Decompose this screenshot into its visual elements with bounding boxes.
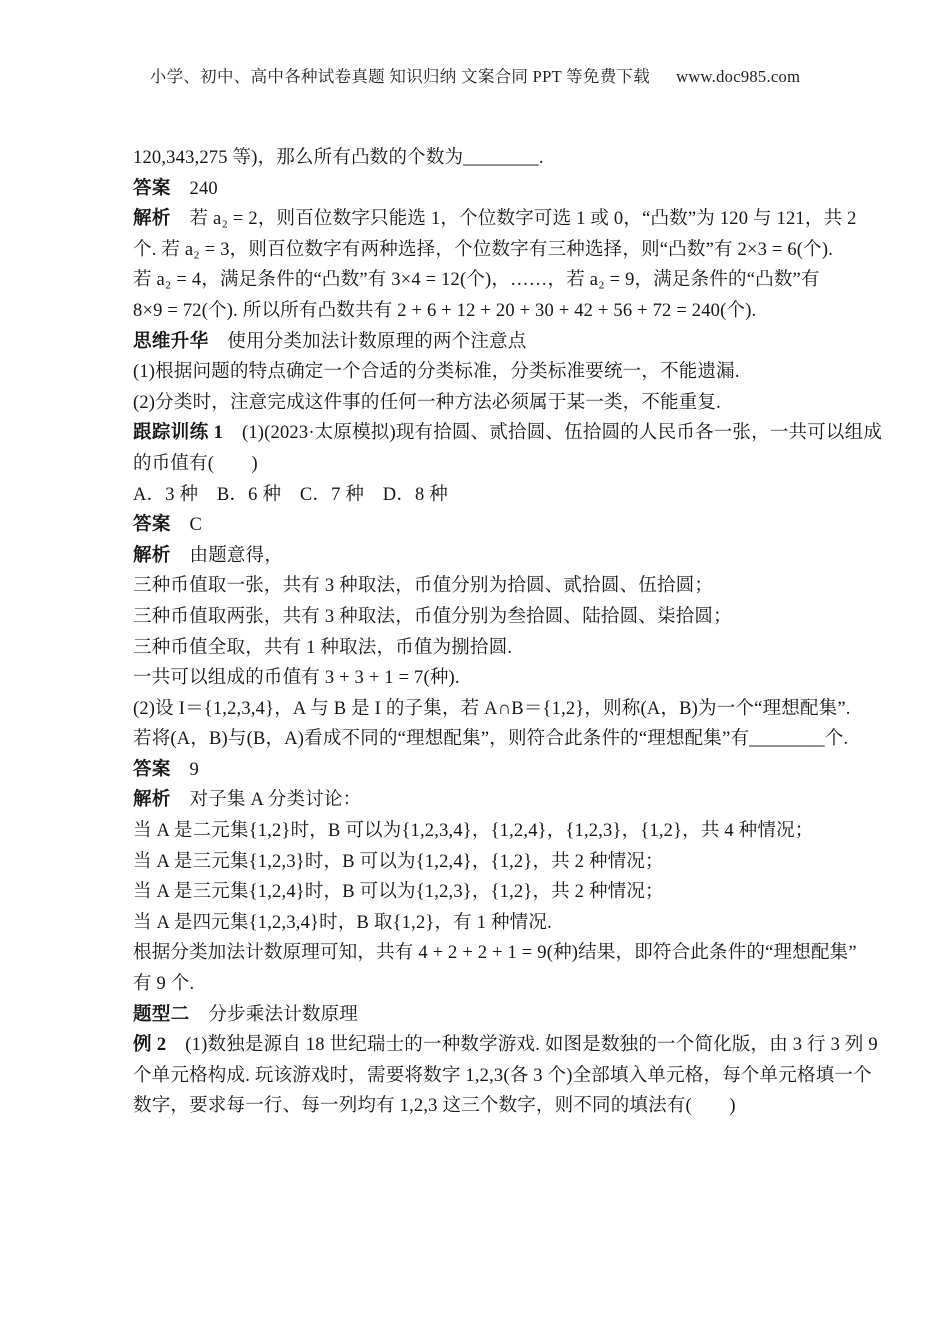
text-line bbox=[133, 449, 827, 480]
text-line bbox=[133, 1061, 872, 1092]
text-segment: 的币值有( ) bbox=[133, 453, 258, 474]
text-segment: 240 bbox=[170, 178, 218, 199]
text-line bbox=[133, 541, 827, 572]
text-line bbox=[133, 663, 827, 694]
text-line bbox=[133, 969, 827, 1000]
text-segment: 三种币值取两张，共有 3 种取法，币值分别为叁拾圆、陆拾圆、柒拾圆； bbox=[133, 606, 732, 627]
text-line bbox=[133, 204, 857, 235]
text-line bbox=[133, 908, 827, 939]
text-line bbox=[133, 755, 827, 786]
text-line bbox=[133, 602, 827, 633]
text-line bbox=[133, 1000, 827, 1031]
text-segment: (2)分类时，注意完成这件事的任何一种方法必须属于某一类，不能重复. bbox=[133, 392, 721, 413]
text-segment: 分步乘法计数原理 bbox=[189, 1004, 359, 1025]
text-segment: 当 A 是二元集{1,2}时，B 可以为{1,2,3,4}，{1,2,4}，{1,2,3}，{1,2}，共 4 种情况； bbox=[133, 821, 814, 842]
text-segment: (1)(2023·太原模拟)现有拾圆、贰拾圆、伍拾圆的人民币各一张，一共可以组成 bbox=[223, 423, 883, 444]
text-line bbox=[133, 633, 827, 664]
text-line bbox=[133, 357, 827, 388]
text-line bbox=[133, 296, 827, 327]
text-segment: C bbox=[170, 515, 203, 536]
text-segment: (1)数独是源自 18 世纪瑞士的一种数学游戏. 如图是数独的一个简化版，由 3 行 3 列 9 bbox=[166, 1035, 878, 1056]
text-segment: A．3 种 B．6 种 C．7 种 D．8 种 bbox=[133, 484, 448, 505]
text-segment: 若 a₂ = 4，满足条件的“凸数”有 3×4 = 12(个)，……，若 a₂ = 9，满足条件的“凸数”有 bbox=[133, 270, 820, 291]
header-promo-text: 小学、初中、高中各种试卷真题 知识归纳 文案合同 PPT 等免费下载 bbox=[149, 67, 651, 86]
text-line bbox=[133, 694, 851, 725]
text-line bbox=[133, 816, 827, 847]
text-segment: 根据分类加法计数原理可知，共有 4 + 2 + 2 + 1 = 9(种)结果，即符合此条件的“理想配集” bbox=[133, 943, 857, 964]
lead-label: 解析 bbox=[133, 545, 171, 566]
text-segment: 当 A 是三元集{1,2,3}时，B 可以为{1,2,4}，{1,2}，共 2 种情况； bbox=[133, 851, 664, 872]
text-segment: 8×9 = 72(个). 所以所有凸数共有 2 + 6 + 12 + 20 + 30 + 42 + 56 + 72 = 240(个). bbox=[133, 300, 757, 321]
text-segment: (2)设 I＝{1,2,3,4}，A 与 B 是 I 的子集，若 A∩B＝{1,2}，则称(A，B)为一个“理想配集”. bbox=[133, 698, 851, 719]
text-segment: 当 A 是三元集{1,2,4}时，B 可以为{1,2,3}，{1,2}，共 2 种情况； bbox=[133, 882, 664, 903]
text-segment: (1)根据问题的特点确定一个合适的分类标准，分类标准要统一，不能遗漏. bbox=[133, 362, 740, 383]
text-line bbox=[133, 571, 827, 602]
text-segment: 一共可以组成的币值有 3 + 3 + 1 = 7(种). bbox=[133, 668, 460, 689]
text-segment: 有 9 个. bbox=[133, 974, 195, 995]
lead-label: 跟踪训练 1 bbox=[133, 423, 224, 444]
text-segment: 若将(A，B)与(B，A)看成不同的“理想配集”，则符合此条件的“理想配集”有________个. bbox=[133, 729, 849, 750]
text-segment: 当 A 是四元集{1,2,3,4}时，B 取{1,2}，有 1 种情况. bbox=[133, 912, 552, 933]
lead-label: 思维升华 bbox=[133, 331, 209, 352]
header-url: www.doc985.com bbox=[676, 67, 801, 86]
text-segment: 使用分类加法计数原理的两个注意点 bbox=[208, 331, 527, 352]
text-segment: 数字，要求每一行、每一列均有 1,2,3 这三个数字，则不同的填法有( ) bbox=[133, 1096, 736, 1117]
text-line bbox=[133, 847, 827, 878]
lead-label: 答案 bbox=[133, 515, 171, 536]
text-line bbox=[133, 418, 883, 449]
text-segment: 9 bbox=[170, 759, 199, 780]
text-segment: 120,343,275 等)，那么所有凸数的个数为________. bbox=[133, 148, 544, 168]
lead-label: 题型二 bbox=[133, 1004, 190, 1025]
text-line bbox=[133, 1091, 827, 1122]
text-segment: 三种币值全取，共有 1 种取法，币值为捌拾圆. bbox=[133, 637, 513, 658]
text-line bbox=[133, 480, 827, 511]
lead-label: 解析 bbox=[133, 209, 171, 230]
text-segment: 三种币值取一张，共有 3 种取法，币值分别为拾圆、贰拾圆、伍拾圆； bbox=[133, 576, 714, 597]
text-line bbox=[133, 265, 827, 296]
document-body bbox=[133, 143, 883, 1122]
text-line bbox=[133, 785, 827, 816]
text-line bbox=[133, 388, 827, 419]
text-line bbox=[133, 327, 827, 358]
lead-label: 例 2 bbox=[133, 1035, 167, 1056]
text-line bbox=[133, 235, 834, 266]
text-segment: 由题意得， bbox=[170, 545, 284, 566]
text-line bbox=[133, 938, 857, 969]
text-segment: 个单元格构成. 玩该游戏时，需要将数字 1,2,3(各 3 个)全部填入单元格，每个单元格填一个 bbox=[133, 1065, 872, 1086]
text-line bbox=[133, 510, 827, 541]
lead-label: 答案 bbox=[133, 178, 171, 199]
text-line bbox=[133, 143, 827, 174]
header-note bbox=[0, 63, 950, 87]
text-line bbox=[133, 174, 827, 205]
lead-label: 解析 bbox=[133, 790, 171, 811]
text-line bbox=[133, 1030, 878, 1061]
text-line bbox=[133, 724, 849, 755]
text-segment: 个. 若 a₂ = 3，则百位数字有两种选择，个位数字有三种选择，则“凸数”有 2×3 = 6(个). bbox=[133, 239, 834, 260]
lead-label: 答案 bbox=[133, 759, 171, 780]
text-segment: 对子集 A 分类讨论： bbox=[170, 790, 362, 811]
text-segment: 若 a₂ = 2，则百位数字只能选 1，个位数字可选 1 或 0，“凸数”为 120 与 121，共 2 bbox=[170, 209, 857, 230]
text-line bbox=[133, 877, 827, 908]
